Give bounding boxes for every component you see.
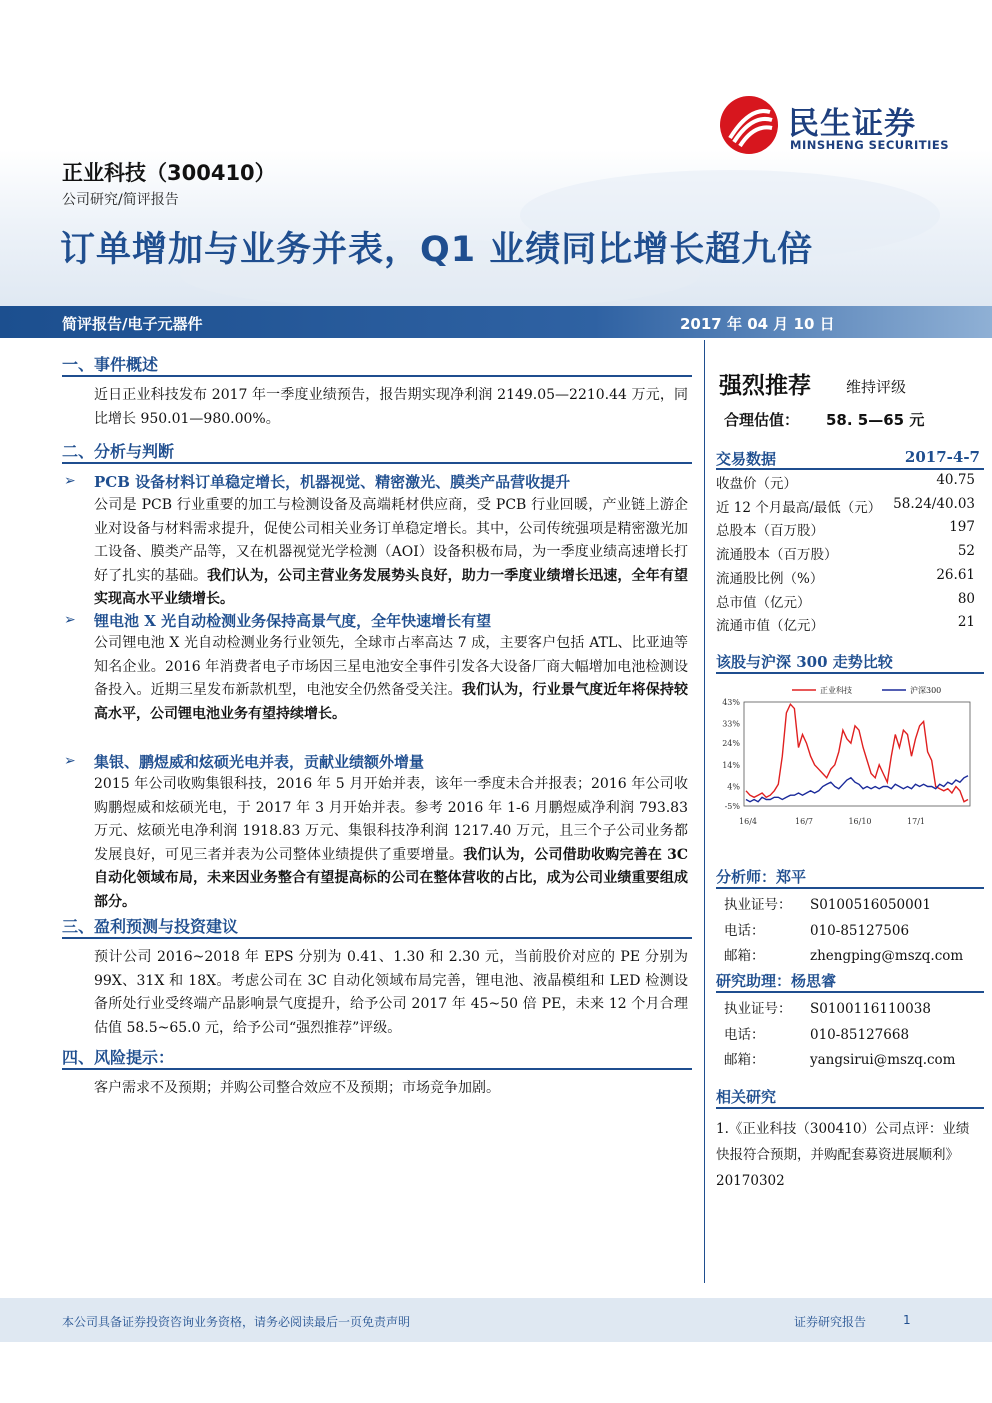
footer-disclaimer: 本公司具备证券投资咨询业务资格，请务必阅读最后一页免责声明	[62, 1315, 411, 1329]
trade-data-key: 总股本（百万股）	[716, 523, 824, 540]
legend-label: 沪深300	[910, 686, 942, 695]
trade-data-value: 80	[957, 590, 975, 607]
trade-data-key: 近 12 个月最高/最低（元）	[716, 499, 882, 516]
trade-data-value: 58.24/40.03	[893, 495, 975, 512]
trade-data-row	[716, 472, 975, 492]
trade-data-row	[716, 567, 975, 587]
contact-value: S0100116110038	[810, 1001, 931, 1017]
paragraph	[94, 773, 688, 914]
company-title: 正业科技（300410）	[62, 161, 276, 185]
contact-key: 执业证号：	[724, 897, 792, 913]
analyst-title: 分析师：郑平	[716, 868, 807, 886]
report-headline: 订单增加与业务并表，Q1 业绩同比增长超九倍	[60, 230, 814, 270]
trade-data-row	[716, 496, 975, 516]
column-divider	[704, 340, 705, 1283]
y-tick-label: 33%	[722, 719, 740, 729]
trade-data-value: 40.75	[936, 472, 975, 488]
trade-data-key: 流通股比例（%）	[716, 570, 824, 587]
page-number: 1	[903, 1313, 911, 1327]
trade-data-key: 总市值（亿元）	[716, 594, 811, 611]
contact-row	[724, 893, 931, 913]
subsection-title: PCB 设备材料订单稳定增长，机器视觉、精密激光、膜类产品营收提升	[94, 473, 571, 491]
contact-key: 电话：	[724, 922, 765, 939]
y-tick-label: 4%	[727, 782, 740, 792]
rating-maintain: 维持评级	[846, 378, 907, 396]
y-tick-label: -5%	[724, 802, 740, 811]
contact-value: 010-85127668	[810, 1026, 910, 1043]
footer-label: 证券研究报告	[794, 1315, 867, 1329]
paragraph-text: 公司是 PCB 行业重要的加工与检测设备及高端耗材供应商，受 PCB 行业回暖，产业链上游企业对设备与材料需求提升，促使公司相关业务订单稳定增长。其中，公司传统强项是精密激光加工设备、膜类产品等，又在机器视觉光学检测（AOI）设备积极布局，为一季度业绩高速增长打好了扎实的基础。	[94, 497, 688, 584]
trade-data-header	[716, 448, 984, 469]
contact-row	[724, 919, 909, 939]
contact-row	[724, 997, 931, 1017]
paragraph-bold: 我们认为，行业景气度近年将保持较高水平，公司锂电池业务有望持续增长。	[94, 682, 689, 722]
paragraph-text: 2015 年公司收购集银科技，2016 年 5 月开始并表，该年一季度未合并报表；2016 年公司收购鹏煜威和炫硕光电，于 2017 年 3 月开始并表。参考 2016 年 1-6 月鹏煜威净利润 793.83 万元、炫硕光电净利润 1918.83 万元、集银科技净利润 1217.40 万元，且三个子公司业务都发展良好，可见三者并表为公司整体业绩提供了重要增量。	[94, 776, 688, 863]
related-research-item[interactable]: 1.《正业科技（300410）公司点评：业绩快报符合预期，并购配套募资进展顺利》20170302	[716, 1121, 970, 1189]
plot-frame	[744, 702, 970, 806]
trade-data-value: 52	[957, 543, 975, 560]
x-tick-label: 16/4	[739, 817, 757, 826]
logo-mark-icon	[720, 96, 778, 154]
trade-data-date: 2017-4-7	[904, 448, 980, 466]
y-tick-label: 24%	[722, 739, 740, 749]
related-research-underline	[716, 1107, 984, 1109]
x-tick-label: 16/10	[848, 817, 872, 826]
paragraph	[94, 632, 688, 726]
section-text: 客户需求不及预期；并购公司整合效应不及预期；市场竞争加剧。	[94, 1080, 500, 1096]
trade-data-key: 流通市值（亿元）	[716, 618, 824, 635]
contact-row	[724, 1023, 909, 1043]
section-underline	[62, 1068, 692, 1070]
section-underline	[62, 462, 692, 464]
x-tick-label: 17/1	[907, 817, 925, 826]
x-tick-label: 16/7	[795, 817, 813, 826]
contact-value[interactable]: zhengping@mszq.com	[810, 948, 964, 964]
trade-data-row	[716, 543, 975, 563]
contact-key: 电话：	[724, 1026, 765, 1043]
section-text: 预计公司 2016~2018 年 EPS 分别为 0.41、1.30 和 2.30 元，当前股价对应的 PE 分别为 99X、31X 和 18X。考虑公司在 3C 自动化领域布局完善，锂电池、液晶模组和 LED 检测设备所处行业受终端产品影响景气度提升，给予公司 2017 年 45~50 倍 PE，未来 12 个月合理估值 58.5~65.0 元，给予公司“强烈推荐”评级。	[94, 949, 688, 1036]
section-underline	[62, 375, 692, 377]
bullet-icon: ➢	[64, 473, 76, 489]
trade-data-underline	[716, 468, 984, 470]
analyst-underline	[716, 887, 984, 889]
trade-data-row	[716, 591, 975, 611]
rating-label: 强烈推荐	[719, 373, 811, 399]
series-line	[746, 704, 968, 802]
report-date: 2017 年 04 月 10 日	[680, 315, 835, 333]
trade-data-key: 流通股本（百万股）	[716, 547, 838, 564]
trade-data-value: 21	[957, 614, 975, 631]
subsection-title: 锂电池 X 光自动检测业务保持高景气度，全年快速增长有望	[94, 612, 492, 630]
trade-data-key: 收盘价（元）	[716, 476, 797, 492]
trade-data-row	[716, 614, 975, 634]
trade-data-value: 26.61	[936, 566, 975, 583]
paragraph	[94, 494, 688, 612]
valuation-label: 合理估值：	[724, 411, 800, 429]
logo-text-en: MINSHENG SECURITIES	[790, 138, 949, 152]
section-title: 三、盈利预测与投资建议	[62, 917, 239, 936]
section-underline	[62, 937, 692, 939]
legend-label: 正业科技	[820, 686, 852, 695]
contact-row	[724, 1048, 956, 1068]
contact-key: 邮箱：	[724, 1052, 765, 1068]
y-tick-label: 43%	[722, 698, 740, 707]
bullet-icon: ➢	[64, 753, 76, 769]
report-type: 公司研究/简评报告	[62, 192, 179, 208]
contact-value: S0100516050001	[810, 897, 931, 913]
section-title: 四、风险提示：	[62, 1048, 175, 1067]
valuation-value: 58. 5—65 元	[826, 411, 925, 429]
paragraph-bold: 我们认为，公司主营业务发展势头良好，助力一季度业绩增长迅速，全年有望实现高水平业绩增长。	[94, 567, 688, 607]
contact-key: 执业证号：	[724, 1001, 792, 1017]
logo-text-cn: 民生证券	[788, 106, 916, 142]
contact-value[interactable]: yangsirui@mszq.com	[810, 1052, 956, 1068]
bullet-icon: ➢	[64, 612, 76, 628]
trade-data-row	[716, 519, 975, 539]
section-title: 一、事件概述	[62, 355, 159, 374]
chart-title-underline	[716, 672, 984, 674]
section-title: 二、分析与判断	[62, 442, 175, 461]
related-research-title: 相关研究	[716, 1088, 777, 1106]
assistant-underline	[716, 991, 984, 993]
contact-value: 010-85127506	[810, 922, 910, 939]
contact-row	[724, 944, 963, 964]
section-text: 近日正业科技发布 2017 年一季度业绩预告，报告期实现净利润 2149.05—2210.44 万元，同比增长 950.01—980.00%。	[94, 387, 688, 427]
company-logo	[720, 96, 950, 156]
trade-data-value: 197	[949, 519, 975, 536]
assistant-title: 研究助理：杨思睿	[716, 972, 837, 990]
price-chart	[712, 676, 984, 836]
paragraph-text: 公司锂电池 X 光自动检测业务行业领先，全球市占率高达 7 成，主要客户包括 ATL、比亚迪等知名企业。2016 年消费者电子市场因三星电池安全事件引发各大设备厂商大幅增加电池检测设备投入。近期三星发布新款机型，电池安全仍然备受关注。	[94, 635, 688, 698]
paragraph-bold: 我们认为，公司借助收购完善在 3C 自动化领域布局，未来因业务整合有望提高标的公司在整体营收的占比，成为公司业绩重要组成部分。	[94, 846, 689, 910]
trade-data-title: 交易数据	[716, 450, 777, 468]
category-label: 简评报告/电子元器件	[62, 315, 203, 333]
y-tick-label: 14%	[722, 760, 740, 770]
contact-key: 邮箱：	[724, 948, 765, 964]
chart-title: 该股与沪深 300 走势比较	[716, 653, 893, 671]
subsection-title: 集银、鹏煜威和炫硕光电并表，贡献业绩额外增量	[94, 753, 425, 771]
